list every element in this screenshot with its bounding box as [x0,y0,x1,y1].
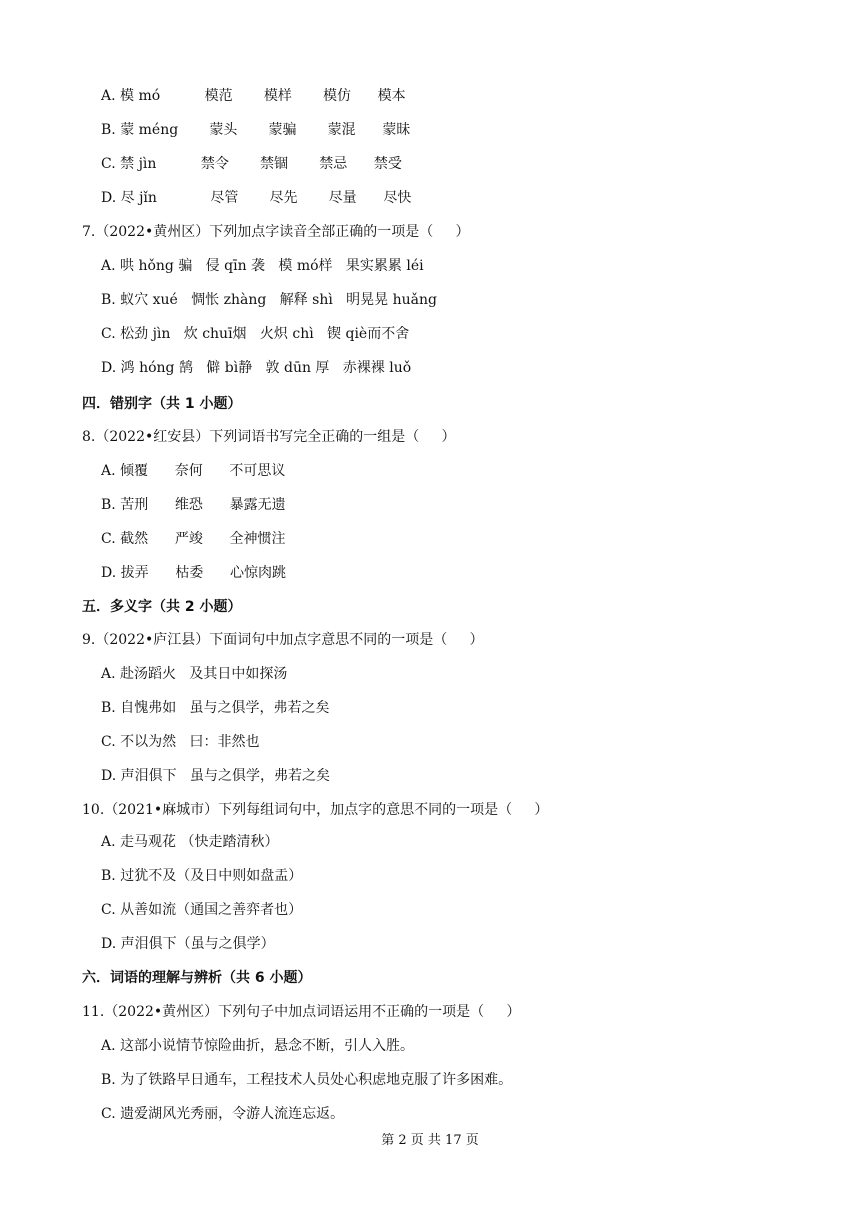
q8-option-b: B. 苦刑 维恐 暴露无遗 [101,497,286,513]
q10-option-b: B. 过犹不及（及日中则如盘盂） [101,868,303,884]
q6-option-b: B. 蒙 méng 蒙头 蒙骗 蒙混 蒙昧 [101,122,411,138]
section-heading-6: 六．词语的理解与辨析（共 6 小题） [82,970,312,986]
section-heading-4: 四．错别字（共 1 小题） [82,396,242,412]
q9-stem: 9.（2022•庐江县）下面词句中加点字意思不同的一项是（ ） [82,632,484,648]
q11-option-b: B. 为了铁路早日通车，工程技术人员处心积虑地克服了许多困难。 [101,1072,513,1088]
q11-option-a: A. 这部小说情节惊险曲折，悬念不断，引人入胜。 [101,1038,415,1054]
section-heading-5: 五．多义字（共 2 小题） [82,599,242,615]
q7-option-d: D. 鸿 hóng 鹄 僻 bì静 敦 dūn 厚 赤裸裸 luǒ [101,360,412,376]
q10-option-c: C. 从善如流（通国之善弈者也） [101,902,303,918]
q11-option-c: C. 遗爱湖风光秀丽，令游人流连忘返。 [101,1106,345,1122]
q6-option-d: D. 尽 jǐn 尽管 尽先 尽量 尽快 [101,190,412,206]
q8-option-a: A. 倾覆 奈何 不可思议 [101,463,286,479]
q9-option-d: D. 声泪俱下 虽与之俱学，弗若之矣 [101,768,330,784]
q10-stem: 10.（2021•麻城市）下列每组词句中，加点字的意思不同的一项是（ ） [82,802,549,818]
q7-option-a: A. 哄 hǒng 骗 侵 qīn 袭 模 mó样 果实累累 léi [101,258,424,274]
q7-option-c: C. 松劲 jìn 炊 chuī烟 火炽 chì 锲 qiè而不舍 [101,326,410,342]
q8-option-d: D. 拔弄 枯委 心惊肉跳 [101,565,287,581]
q9-option-a: A. 赴汤蹈火 及其日中如探汤 [101,666,288,682]
q7-stem: 7.（2022•黄州区）下列加点字读音全部正确的一项是（ ） [82,224,470,240]
q10-option-d: D. 声泪俱下（虽与之俱学） [101,936,275,952]
q6-option-a: A. 模 mó 模范 模样 模仿 模本 [101,88,406,104]
q11-stem: 11.（2022•黄州区）下列句子中加点词语运用不正确的一项是（ ） [82,1004,521,1020]
q9-option-b: B. 自愧弗如 虽与之俱学，弗若之矣 [101,700,330,716]
q8-option-c: C. 截然 严竣 全神惯注 [101,531,286,547]
q10-option-a: A. 走马观花 （快走踏清秋） [101,834,279,850]
q8-stem: 8.（2022•红安县）下列词语书写完全正确的一组是（ ） [82,429,456,445]
q6-option-c: C. 禁 jìn 禁令 禁锢 禁忌 禁受 [101,156,402,172]
q9-option-c: C. 不以为然 曰：非然也 [101,734,260,750]
q7-option-b: B. 蚁穴 xué 惆怅 zhàng 解释 shì 明晃晃 huǎng [101,292,437,308]
page-footer: 第 2 页 共 17 页 [381,1133,479,1148]
